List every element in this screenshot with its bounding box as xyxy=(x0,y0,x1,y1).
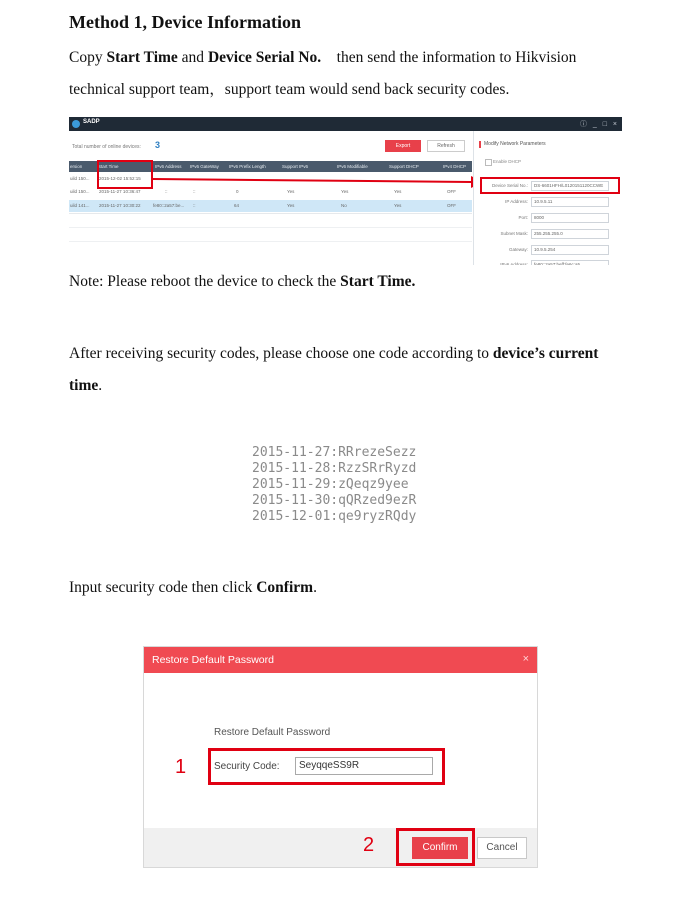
column-header[interactable]: IPv6 GateWay xyxy=(190,164,219,169)
panel-title: Modify Network Parameters xyxy=(484,141,546,147)
port-field[interactable]: 8000 xyxy=(531,213,609,223)
subnet-mask-label: Subnet Mask: xyxy=(500,231,528,236)
ipv6-address-field[interactable]: fe80::2a57:beff:fe6c:a5 xyxy=(531,260,609,265)
security-code-item: 2015-12-01:qe9ryzRQdy xyxy=(252,509,417,524)
cell-start-time: 2015-12-02 15:52:15 xyxy=(99,176,141,181)
cell-version: uild 150... xyxy=(70,176,90,181)
input-step-body: . xyxy=(313,579,317,596)
note-text xyxy=(69,272,415,292)
sadp-app-title: SADP xyxy=(83,119,100,125)
cell-ipv6: fe80::2a57:be... xyxy=(153,203,185,208)
security-code-input[interactable]: SeyqqeSS9R xyxy=(295,757,433,775)
cell-gateway: :: xyxy=(193,189,196,194)
row-divider xyxy=(69,241,472,242)
ip-address-label: IP Address: xyxy=(505,199,528,204)
confirm-button[interactable]: Confirm xyxy=(412,837,468,859)
intro-text: then send the information to Hikvision xyxy=(321,49,577,66)
column-header[interactable]: ersion xyxy=(70,164,83,169)
cell-gateway: :: xyxy=(193,203,196,208)
column-header[interactable]: Support DHCP xyxy=(389,164,419,169)
cell-dhcp: Yes xyxy=(394,189,402,194)
cancel-button[interactable]: Cancel xyxy=(477,837,527,859)
cell-ipv6: :: xyxy=(165,189,168,194)
dialog-title: Restore Default Password xyxy=(152,654,274,666)
cell-start-time: 2015-11-27 10:36:47 xyxy=(99,189,141,194)
gateway-label: Gateway: xyxy=(508,247,528,252)
cell-support-ipv6: Yes xyxy=(287,203,295,208)
start-time-term: Start Time xyxy=(106,49,178,66)
intro-text: Copy xyxy=(69,49,107,66)
cell-version: uild 150... xyxy=(70,189,90,194)
security-code-item: 2015-11-28:RzzSRrRyzd xyxy=(252,461,417,476)
cell-modifiable: Yes xyxy=(341,189,349,194)
refresh-button[interactable]: Refresh xyxy=(427,140,465,152)
row-divider xyxy=(69,227,472,228)
device-current-term: device’s current xyxy=(492,345,599,362)
cell-ipv4-dhcp: OFF xyxy=(447,189,456,194)
note-start-time: Start Time. xyxy=(340,273,416,290)
step-number-1: 1 xyxy=(175,756,187,778)
cell-modifiable: No xyxy=(341,203,347,208)
intro-line-1 xyxy=(69,48,576,68)
serial-field[interactable]: DS-6601HFH/L0120151120CCWE xyxy=(531,181,609,191)
choose-text: . xyxy=(98,377,103,394)
sadp-screenshot xyxy=(69,117,622,265)
column-header[interactable]: IPv6 Prefix Length xyxy=(229,164,266,169)
choose-line-2 xyxy=(69,376,102,396)
table-row-selected[interactable] xyxy=(69,200,472,212)
serial-label: Device Serial No.: xyxy=(491,183,528,188)
arrow-right-icon xyxy=(153,175,483,189)
sadp-logo-icon xyxy=(72,120,80,128)
ipv6-address-label: IPv6 Address: xyxy=(500,262,528,265)
confirm-term: Confirm xyxy=(256,579,314,596)
input-step-body: Input security code then click xyxy=(69,579,257,596)
cell-version: uild 141... xyxy=(70,203,90,208)
step-number-2: 2 xyxy=(363,834,375,856)
security-code-label: Security Code: xyxy=(214,761,280,772)
online-devices-count: 3 xyxy=(155,140,161,150)
column-header[interactable]: IPv6 Modifiable xyxy=(337,164,368,169)
window-controls-icon[interactable]: ⓘ _ □ × xyxy=(579,121,619,128)
security-code-item: 2015-11-29:zQeqz9yee xyxy=(252,477,409,492)
intro-line-2: technical support team，support team would send back security codes. xyxy=(69,81,510,98)
column-header[interactable]: IPv6 Address xyxy=(155,164,182,169)
sadp-titlebar xyxy=(69,117,622,131)
security-code-item: 2015-11-27:RRrezeSezz xyxy=(252,445,417,460)
serial-term: Device Serial No. xyxy=(207,49,322,66)
column-header[interactable]: Support IPv6 xyxy=(282,164,309,169)
input-step-text xyxy=(69,578,317,598)
cell-ipv4-dhcp: OFF xyxy=(447,203,456,208)
note-body: Note: Please reboot the device to check the xyxy=(69,273,341,290)
subnet-mask-field[interactable]: 255.255.255.0 xyxy=(531,229,609,239)
choose-line-1 xyxy=(69,344,598,364)
cell-dhcp: Yes xyxy=(394,203,402,208)
online-devices-label: Total number of online devices: xyxy=(72,144,141,150)
ip-address-field[interactable]: 10.9.5.11 xyxy=(531,197,609,207)
cell-support-ipv6: Yes xyxy=(287,189,295,194)
export-button[interactable]: Export xyxy=(385,140,421,152)
restore-password-dialog xyxy=(143,646,538,868)
cell-start-time: 2015-11-27 10:30:22 xyxy=(99,203,141,208)
column-header[interactable]: IPv4 DHCP xyxy=(443,164,467,169)
time-term: time xyxy=(69,377,99,394)
dialog-subtitle: Restore Default Password xyxy=(214,727,331,738)
cell-prefix: 64 xyxy=(234,203,240,208)
enable-dhcp-label: Enable DHCP xyxy=(493,159,522,164)
port-label: Port: xyxy=(518,215,528,220)
serial-highlight xyxy=(480,177,620,194)
column-header-start-time[interactable]: Start Time xyxy=(98,164,119,169)
choose-text: After receiving security codes, please choose one code according to xyxy=(69,345,493,362)
panel-accent xyxy=(479,141,481,148)
section-heading: Method 1, Device Information xyxy=(69,12,301,32)
row-divider xyxy=(69,213,472,214)
close-icon[interactable]: × xyxy=(522,653,529,665)
intro-text: and xyxy=(177,49,208,66)
cell-prefix: 0 xyxy=(236,189,239,194)
security-code-item: 2015-11-30:qQRzed9ezR xyxy=(252,493,417,508)
gateway-field[interactable]: 10.9.5.254 xyxy=(531,245,609,255)
start-time-highlight xyxy=(97,160,153,189)
enable-dhcp-checkbox[interactable] xyxy=(485,159,492,166)
